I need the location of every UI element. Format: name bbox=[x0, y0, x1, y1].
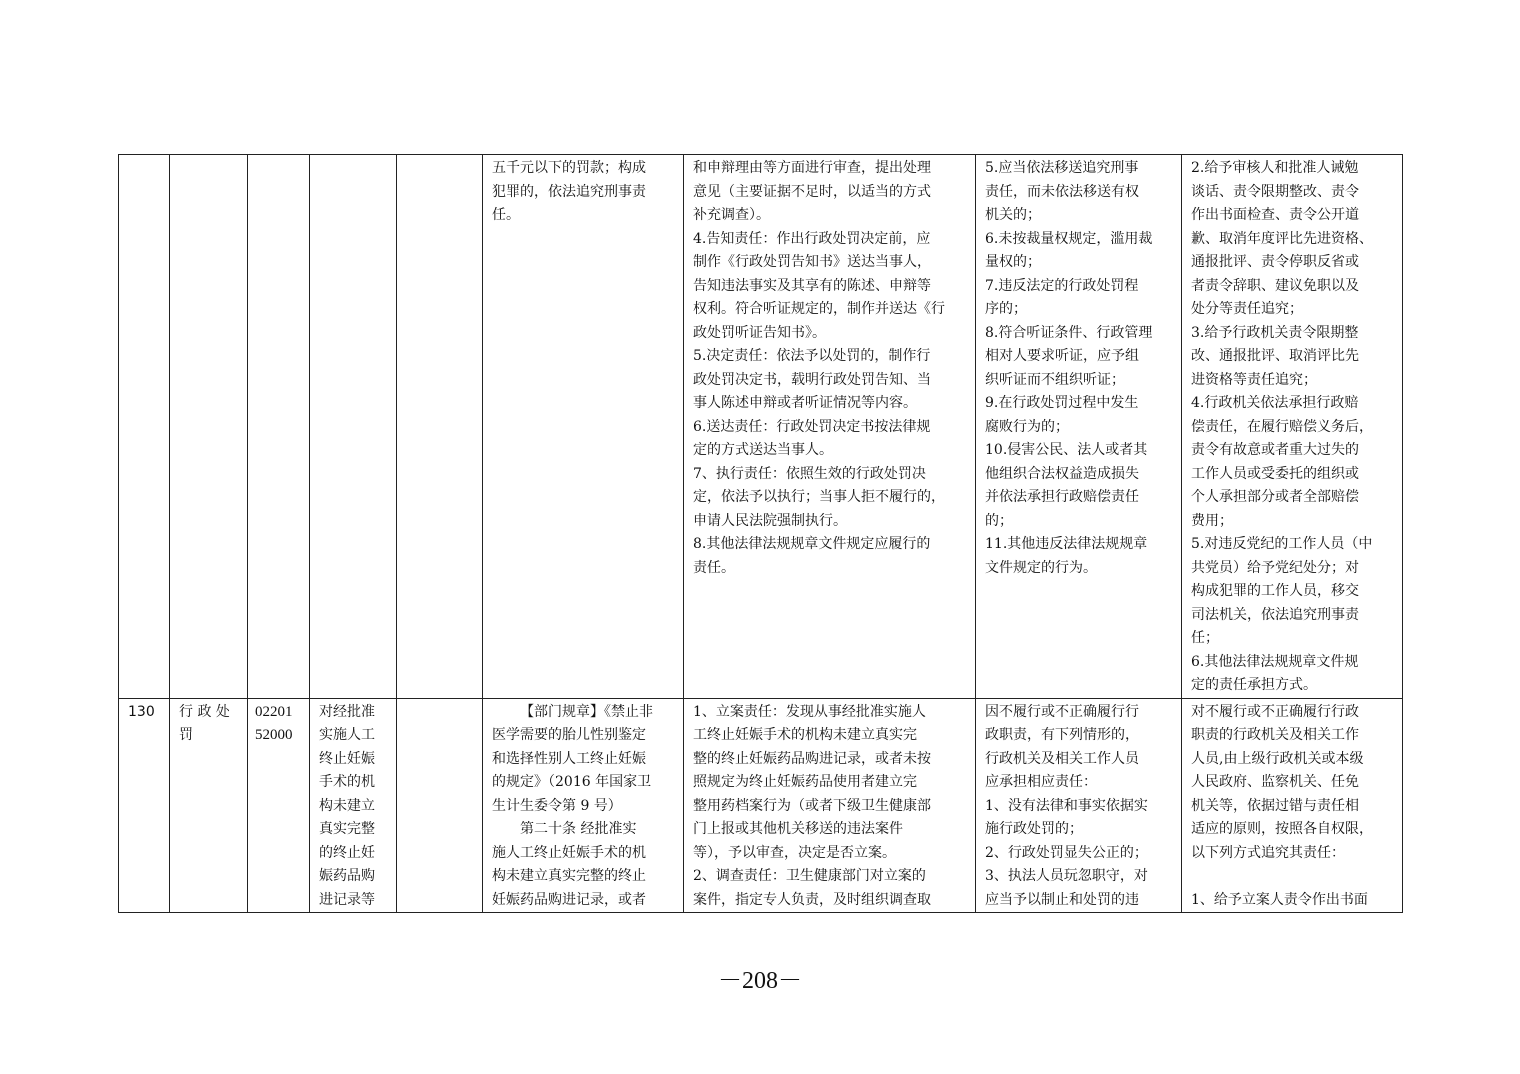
duty-line: 制作《行政处罚告知书》送达当事人， bbox=[693, 254, 931, 270]
duty-line: 整用药档案行为（或者下级卫生健康部 bbox=[693, 797, 931, 814]
cases-line: 应当予以制止和处罚的违 bbox=[985, 891, 1139, 908]
duty-line: 4.告知责任：作出行政处罚决定前，应 bbox=[693, 230, 931, 247]
accountability-line: 偿责任，在履行赔偿义务后， bbox=[1191, 418, 1373, 435]
basis-line: 任。 bbox=[492, 207, 520, 223]
type-cell bbox=[170, 698, 248, 913]
duty-line: 照规定为终止妊娠药品使用者建立完 bbox=[693, 774, 917, 790]
duty-line: 工终止妊娠手术的机构未建立真实完 bbox=[693, 727, 917, 743]
code-cell bbox=[248, 155, 310, 699]
accountability-line: 谈话、责令限期整改、责令 bbox=[1191, 183, 1359, 200]
duty-line: 权利。符合听证规定的，制作并送达《行 bbox=[693, 301, 945, 317]
cases-cell bbox=[976, 698, 1182, 913]
basis-line: 生计生委令第 9 号） bbox=[492, 797, 622, 814]
type-line: 罚 bbox=[179, 727, 193, 743]
duty-line: 等），予以审查，决定是否立案。 bbox=[693, 844, 896, 861]
accountability-line: 5.对违反党纪的工作人员（中 bbox=[1191, 536, 1373, 552]
sub-item-cell bbox=[397, 155, 483, 699]
cases-line: 机关的； bbox=[985, 207, 1041, 223]
item-line: 终止妊娠 bbox=[319, 750, 375, 767]
cases-cell bbox=[976, 155, 1182, 699]
accountability-line: 作出书面检查、责令公开道 bbox=[1191, 207, 1359, 223]
cases-line: 的； bbox=[985, 512, 1013, 529]
basis-line: 和选择性别人工终止妊娠 bbox=[492, 750, 646, 767]
code-line: 52000 bbox=[255, 727, 293, 743]
accountability-cell bbox=[1182, 698, 1403, 913]
cases-line: 他组织合法权益造成损失 bbox=[985, 465, 1139, 482]
basis-cell bbox=[483, 698, 684, 913]
basis-line: 第二十条 经批准实 bbox=[520, 821, 637, 837]
item-line: 构未建立 bbox=[319, 797, 375, 814]
accountability-line: 通报批评、责令停职反省或 bbox=[1191, 254, 1359, 270]
cases-line: 行政机关及相关工作人员 bbox=[985, 750, 1139, 767]
duty-line: 5.决定责任：依法予以处罚的，制作行 bbox=[693, 348, 931, 364]
cases-line: 相对人要求听证，应予组 bbox=[985, 348, 1139, 364]
accountability-line: 构成犯罪的工作人员，移交 bbox=[1191, 583, 1359, 599]
code-cell bbox=[248, 698, 310, 913]
seq-cell bbox=[119, 698, 170, 913]
cases-line: 8.符合听证条件、行政管理 bbox=[985, 324, 1153, 341]
sub-item-cell bbox=[397, 698, 483, 913]
accountability-line: 对不履行或不正确履行行政 bbox=[1191, 703, 1359, 720]
cases-line: 11.其他违反法律法规规章 bbox=[985, 536, 1148, 552]
page-number: －208－ bbox=[718, 968, 802, 994]
basis-line: 医学需要的胎儿性别鉴定 bbox=[492, 727, 646, 743]
cases-line: 因不履行或不正确履行行 bbox=[985, 703, 1139, 720]
basis-line: 构未建立真实完整的终止 bbox=[492, 868, 646, 884]
accountability-line: 定的责任承担方式。 bbox=[1191, 677, 1317, 693]
seq-cell bbox=[119, 155, 170, 699]
cases-line: 应承担相应责任： bbox=[985, 774, 1097, 790]
basis-line: 五千元以下的罚款；构成 bbox=[492, 160, 646, 176]
duty-cell bbox=[684, 155, 976, 699]
cases-line: 6.未按裁量权规定，滥用裁 bbox=[985, 230, 1153, 247]
duty-line: 8.其他法律法规规章文件规定应履行的 bbox=[693, 536, 931, 552]
item-line: 的终止妊 bbox=[319, 844, 375, 861]
duty-line: 定，依法予以执行；当事人拒不履行的， bbox=[693, 489, 945, 505]
accountability-line: 1、给予立案人责令作出书面 bbox=[1191, 891, 1368, 908]
basis-cell bbox=[483, 155, 684, 699]
accountability-line: 处分等责任追究； bbox=[1191, 301, 1303, 317]
table-row bbox=[119, 698, 1403, 913]
accountability-line: 2.给予审核人和批准人诫勉 bbox=[1191, 160, 1359, 176]
accountability-line: 司法机关，依法追究刑事责 bbox=[1191, 606, 1359, 623]
accountability-line: 进资格等责任追究； bbox=[1191, 371, 1317, 388]
duty-line: 7、执行责任：依照生效的行政处罚决 bbox=[693, 465, 926, 482]
item-line: 实施人工 bbox=[319, 727, 375, 743]
duty-line: 政处罚听证告知书》。 bbox=[693, 324, 826, 341]
accountability-line: 者责令辞职、建议免职以及 bbox=[1191, 277, 1359, 294]
cases-line: 文件规定的行为。 bbox=[985, 559, 1097, 576]
accountability-line: 改、通报批评、取消评比先 bbox=[1191, 348, 1359, 364]
basis-line: 施人工终止妊娠手术的机 bbox=[492, 844, 646, 861]
item-line: 手术的机 bbox=[319, 774, 375, 790]
seq-number: 130 bbox=[128, 703, 155, 720]
cases-line: 3、执法人员玩忽职守，对 bbox=[985, 868, 1148, 884]
cases-line: 5.应当依法移送追究刑事 bbox=[985, 160, 1139, 176]
cases-line: 并依法承担行政赔偿责任 bbox=[985, 489, 1139, 505]
duty-line: 申请人民法院强制执行。 bbox=[693, 512, 847, 529]
accountability-line: 共党员）给予党纪处分；对 bbox=[1191, 559, 1359, 576]
item-line: 进记录等 bbox=[319, 891, 375, 908]
duty-line: 门上报或其他机关移送的违法案件 bbox=[693, 821, 903, 837]
cases-line: 量权的； bbox=[985, 254, 1041, 270]
cases-line: 10.侵害公民、法人或者其 bbox=[985, 442, 1148, 458]
duty-line: 案件，指定专人负责，及时组织调查取 bbox=[693, 891, 931, 908]
accountability-line: 职责的行政机关及相关工作 bbox=[1191, 727, 1359, 743]
accountability-line: 人民政府、监察机关、任免 bbox=[1191, 774, 1359, 790]
basis-line: 犯罪的，依法追究刑事责 bbox=[492, 183, 646, 200]
item-line: 真实完整 bbox=[319, 821, 375, 837]
cases-line: 1、没有法律和事实依据实 bbox=[985, 797, 1148, 814]
type-line: 行 政 处 bbox=[179, 703, 230, 720]
duty-line: 1、立案责任：发现从事经批准实施人 bbox=[693, 703, 926, 720]
accountability-line: 6.其他法律法规规章文件规 bbox=[1191, 653, 1359, 670]
item-line: 对经批准 bbox=[319, 703, 375, 720]
basis-line: 的规定》（2016 年国家卫 bbox=[492, 774, 652, 790]
accountability-line: 个人承担部分或者全部赔偿 bbox=[1191, 489, 1359, 505]
duty-line: 意见（主要证据不足时，以适当的方式 bbox=[693, 183, 931, 200]
duty-line: 告知违法事实及其享有的陈述、申辩等 bbox=[693, 277, 931, 294]
item-cell bbox=[310, 155, 397, 699]
cases-line: 序的； bbox=[985, 301, 1027, 317]
duty-line: 补充调查）。 bbox=[693, 207, 770, 223]
accountability-line: 4.行政机关依法承担行政赔 bbox=[1191, 395, 1359, 411]
duty-line: 2、调查责任：卫生健康部门对立案的 bbox=[693, 868, 926, 884]
code-line: 02201 bbox=[255, 703, 293, 720]
accountability-line: 人员,由上级行政机关或本级 bbox=[1191, 750, 1364, 767]
basis-line: 【部门规章】《禁止非 bbox=[520, 703, 653, 720]
cases-line: 织听证而不组织听证； bbox=[985, 371, 1125, 388]
duty-line: 定的方式送达当事人。 bbox=[693, 442, 833, 458]
accountability-cell bbox=[1182, 155, 1403, 699]
cases-line: 9.在行政处罚过程中发生 bbox=[985, 395, 1139, 411]
item-cell bbox=[310, 698, 397, 913]
cases-line: 7.违反法定的行政处罚程 bbox=[985, 277, 1139, 294]
cases-line: 责任，而未依法移送有权 bbox=[985, 183, 1139, 200]
basis-line: 妊娠药品购进记录，或者 bbox=[492, 891, 646, 908]
accountability-line: 责令有故意或者重大过失的 bbox=[1191, 442, 1359, 458]
duty-line: 和申辩理由等方面进行审查，提出处理 bbox=[693, 160, 931, 176]
duty-line: 6.送达责任：行政处罚决定书按法律规 bbox=[693, 418, 931, 435]
duty-line: 政处罚决定书，载明行政处罚告知、当 bbox=[693, 371, 931, 388]
cases-line: 腐败行为的； bbox=[985, 418, 1069, 435]
accountability-line: 工作人员或受委托的组织或 bbox=[1191, 465, 1359, 482]
duty-line: 责任。 bbox=[693, 559, 735, 576]
item-line: 娠药品购 bbox=[319, 868, 375, 884]
accountability-line: 费用； bbox=[1191, 512, 1233, 529]
accountability-line: 歉、取消年度评比先进资格、 bbox=[1191, 230, 1373, 247]
duty-line: 事人陈述申辩或者听证情况等内容。 bbox=[693, 395, 917, 411]
cases-line: 施行政处罚的； bbox=[985, 821, 1083, 837]
accountability-line: 3.给予行政机关责令限期整 bbox=[1191, 324, 1359, 341]
accountability-line: 适应的原则，按照各自权限， bbox=[1191, 821, 1373, 837]
accountability-line: 机关等，依据过错与责任相 bbox=[1191, 797, 1359, 814]
duty-table bbox=[118, 154, 1403, 913]
cases-line: 政职责，有下列情形的， bbox=[985, 727, 1139, 743]
duty-cell bbox=[684, 698, 976, 913]
cases-line: 2、行政处罚显失公正的； bbox=[985, 844, 1148, 861]
table-row bbox=[119, 155, 1403, 699]
duty-line: 整的终止妊娠药品购进记录，或者未按 bbox=[693, 750, 931, 767]
type-cell bbox=[170, 155, 248, 699]
accountability-line bbox=[1191, 865, 1393, 889]
accountability-line: 任； bbox=[1191, 630, 1219, 646]
accountability-line: 以下列方式追究其责任： bbox=[1191, 844, 1345, 861]
